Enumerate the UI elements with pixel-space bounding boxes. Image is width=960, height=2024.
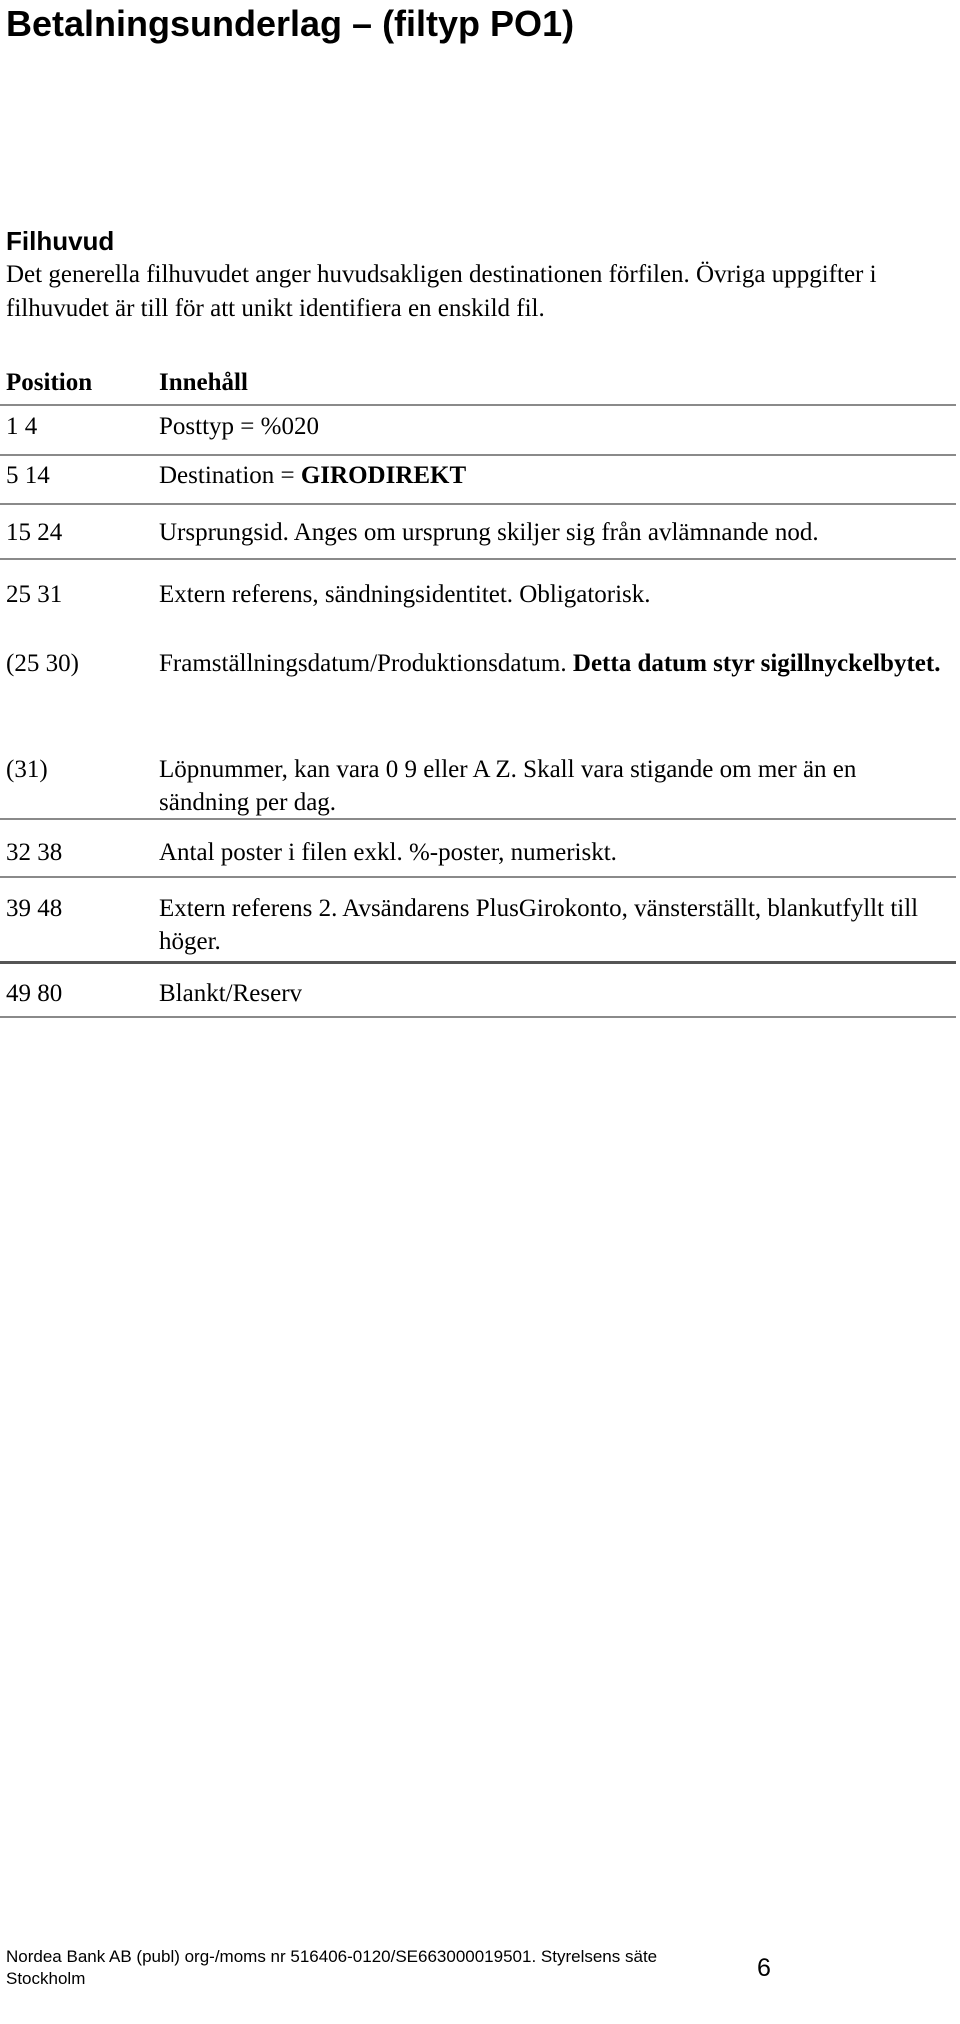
table-divider (0, 818, 956, 820)
table-row-content: Löpnummer, kan vara 0 9 eller A Z. Skall vara stigande om mer än en sändning per dag. (159, 756, 857, 816)
table-row-content-text: Destination = (159, 462, 301, 489)
table-divider (0, 961, 956, 964)
table-divider (0, 876, 956, 878)
table-row-content-bold: GIRODIREKT (300, 462, 467, 489)
table-divider (0, 558, 956, 560)
table-row-content: Extern referens, sändningsidentitet. Obligatorisk. (159, 581, 651, 608)
table-row-position: 39 48 (6, 895, 63, 922)
section-heading: Filhuvud (6, 226, 115, 256)
table-row-content: Posttyp = %020 (159, 413, 319, 440)
table-row-content: Ursprungsid. Anges om ursprung skiljer sig från avlämnande nod. (159, 519, 819, 546)
table-row-content: Blankt/Reserv (159, 980, 303, 1007)
table-row-position: 32 38 (6, 839, 63, 866)
table-row-position: 5 14 (6, 462, 50, 489)
table-row-content-bold: Detta datum styr sigillnyckelbytet. (572, 650, 941, 677)
table-row-position: 49 80 (6, 980, 63, 1007)
table-row-content: Extern referens 2. Avsändarens PlusGirokonto, vänsterställt, blankutfyllt till höger. (159, 895, 919, 955)
table-header-content: Innehåll (159, 369, 248, 396)
table-divider (0, 1016, 956, 1018)
table-row-content-text: Framställningsdatum/Produktionsdatum. (159, 650, 573, 677)
table-row-content (159, 647, 949, 680)
page-title: Betalningsunderlag – (filtyp PO1) (6, 3, 575, 44)
intro-paragraph: Det generella filhuvudet anger huvudsakligen destinationen förfilen. Övriga uppgifter i filhuvudet är till för att unikt identifiera en enskild fil. (6, 261, 877, 322)
table-row-position: (25 30) (6, 650, 79, 677)
footer-text: Nordea Bank AB (publ) org-/moms nr 516406-0120/SE663000019501. Styrelsens säte Stockholm (6, 1947, 658, 1988)
table-divider (0, 454, 956, 456)
table-header-position: Position (6, 369, 93, 396)
table-divider (0, 404, 956, 406)
table-row-position: 1 4 (6, 413, 38, 440)
table-row-position: (31) (6, 756, 48, 783)
table-divider (0, 503, 956, 505)
table-row-content (159, 459, 949, 492)
table-row-content: Antal poster i filen exkl. %-poster, numeriskt. (159, 839, 617, 866)
table-row-position: 15 24 (6, 519, 63, 546)
table-row-position: 25 31 (6, 581, 63, 608)
page-number: 6 (757, 1954, 771, 1982)
